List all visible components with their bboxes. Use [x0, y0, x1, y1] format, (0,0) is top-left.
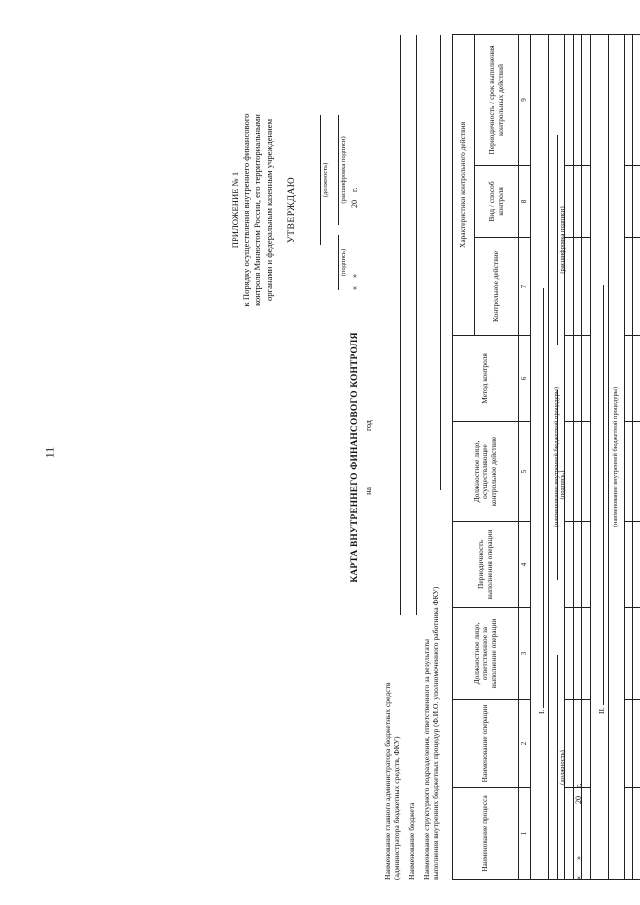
field-budget-line: [416, 35, 417, 615]
header-operation: Наименование операции: [453, 700, 519, 788]
appendix-line: ПРИЛОЖЕНИЕ № 1: [230, 171, 240, 249]
column-numbers-row: [519, 34, 531, 879]
column-number: 8: [519, 166, 531, 238]
section-caption: (наименование внутренней бюджетной процедуры): [608, 34, 624, 879]
appendix-line: к Порядку осуществления внутреннего финансового: [241, 113, 252, 307]
header-control-period: Периодичность / срок выполнения контрольных действий: [475, 34, 519, 165]
column-number: 2: [519, 700, 531, 788]
header-responsible: Должностное лицо, ответственное за выполнение операции: [453, 608, 519, 700]
footer-signature-caption: (подпись.): [559, 470, 566, 500]
signature-line: [338, 235, 339, 290]
field-budget-label: Наименование бюджета: [407, 802, 416, 880]
footer-position-caption: (должность): [559, 750, 566, 785]
column-number: 1: [519, 788, 531, 880]
decode-line: [338, 115, 339, 225]
approval-date: « » 20 г.: [350, 187, 359, 290]
section-roman: I.: [537, 709, 547, 714]
footer-signature-line: [557, 390, 558, 580]
section-caption-row: [608, 34, 624, 879]
footer-date: « » 20 г.: [574, 783, 583, 880]
footer-decode-line: [557, 135, 558, 345]
control-map-table: [452, 34, 640, 880]
field-unit-sub: выполнения внутренних бюджетных процедур (Ф.И.О. уполномоченного работника ФКУ): [431, 586, 440, 880]
position-line: [320, 115, 321, 245]
header-controller: Должностное лицо, осуществляющее контрольное действие: [453, 422, 519, 522]
field-admin-sub: (администратора бюджетных средств, ФКУ): [392, 736, 401, 880]
appendix-line: органами и федеральным казенным учреждением: [263, 118, 274, 302]
section-underline: [592, 285, 604, 705]
section-caption: (наименование внутренней бюджетной процедуры): [549, 34, 565, 879]
table-row: [582, 34, 591, 879]
section-roman: II.: [596, 707, 606, 714]
field-admin-label: Наименование главного администратора бюджетных средств: [383, 682, 392, 880]
column-number: 5: [519, 422, 531, 522]
header-operation-period: Периодичность выполнения операции: [453, 522, 519, 608]
column-number: 9: [519, 34, 531, 165]
field-unit-label: Наименование структурного подразделения, ответственного за результаты: [422, 639, 431, 880]
footer-decode-caption: (расшифровка подписи): [559, 206, 566, 274]
card-period: на год: [364, 420, 373, 495]
column-number: 3: [519, 608, 531, 700]
header-group-characteristics: Характеристики контрольного действия: [453, 34, 475, 335]
table-row: [633, 34, 640, 879]
footer-position-line: [557, 655, 558, 880]
approval-title: УТВЕРЖДАЮ: [286, 176, 297, 244]
document-page: [222, 35, 620, 880]
column-number: 7: [519, 238, 531, 336]
header-control-action: Контрольное действие: [475, 238, 519, 336]
appendix-block: [230, 60, 275, 360]
decode-caption: (расшифровка подписи): [340, 136, 347, 204]
field-unit-line: [440, 35, 441, 490]
header-method: Метод контроля: [453, 336, 519, 422]
signature-caption: (подпись): [340, 248, 347, 277]
position-caption: (должность): [322, 162, 329, 198]
section-row: [590, 34, 608, 879]
card-title: КАРТА ВНУТРЕННЕГО ФИНАНСОВОГО КОНТРОЛЯ: [350, 332, 360, 583]
table-row: [573, 34, 582, 879]
field-admin-line: [400, 35, 401, 615]
section-row: [531, 34, 549, 879]
section-underline: [532, 288, 544, 708]
column-number: 6: [519, 336, 531, 422]
appendix-line: контроля Минюстом России, его территориальными: [252, 114, 263, 306]
column-number: 4: [519, 522, 531, 608]
header-process: Наименование процесса: [453, 788, 519, 880]
page-number: 11: [42, 446, 57, 459]
header-control-type: Вид / способ контроля: [475, 166, 519, 238]
table-row: [624, 34, 633, 879]
